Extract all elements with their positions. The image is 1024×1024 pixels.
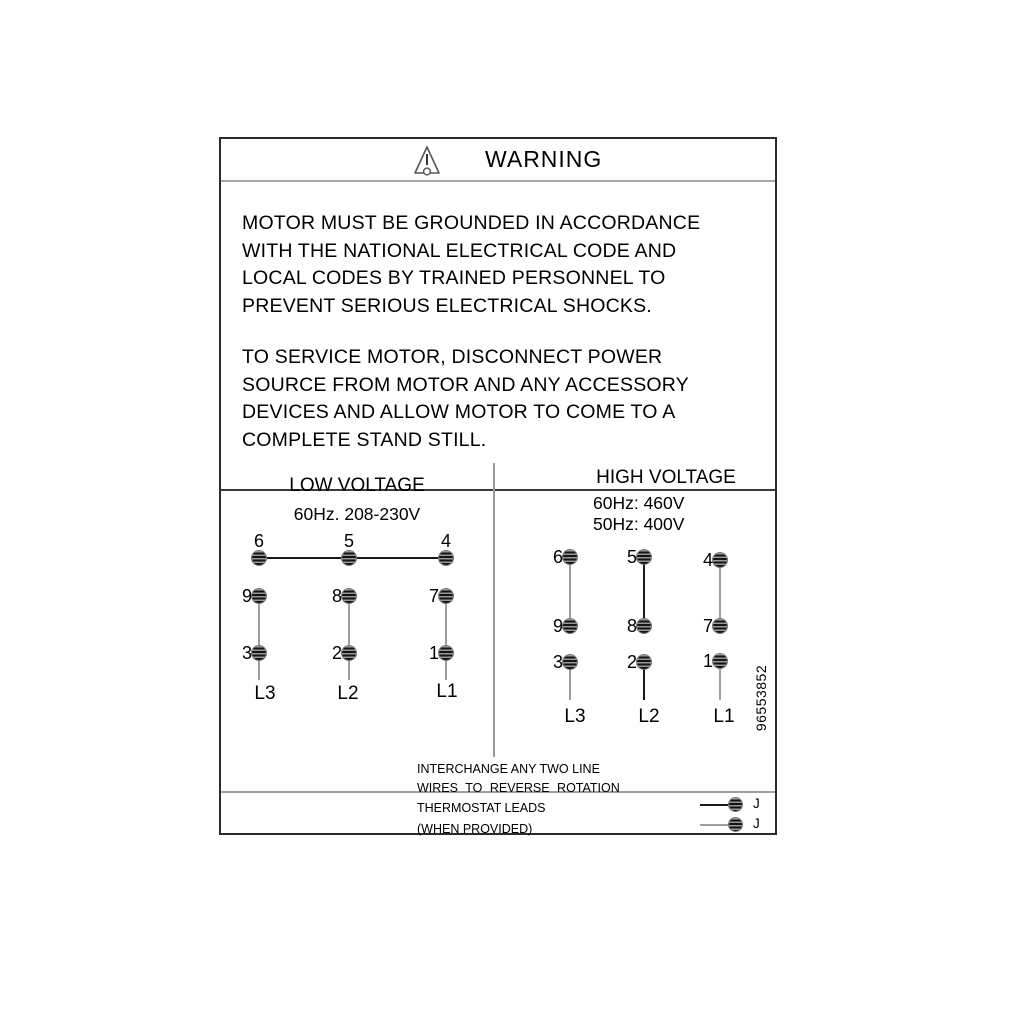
thermostat-terminal-1: [729, 798, 742, 811]
thermostat-terminal-2: [729, 818, 742, 831]
rotation-note-line-1: INTERCHANGE ANY TWO LINE: [417, 762, 600, 776]
lv-terminal-8-label: 8: [331, 586, 342, 606]
lv-terminal-2: [342, 646, 356, 660]
warning-line: COMPLETE STAND STILL.: [242, 428, 487, 451]
wiring-diagram-section: [221, 463, 775, 757]
hv-terminal-5-label: 5: [626, 547, 637, 567]
part-number: 96553852: [753, 664, 769, 732]
thermostat-lead-2-label: J: [753, 816, 760, 831]
lead-wire: [348, 596, 350, 680]
lv-line-label-L2: L2: [337, 683, 359, 704]
lv-terminal-9: [252, 589, 266, 603]
thermostat-line-2: (WHEN PROVIDED): [417, 822, 533, 836]
hv-terminal-7: [713, 619, 727, 633]
hv-terminal-4: [713, 553, 727, 567]
thermostat-section: [221, 795, 775, 836]
lv-line-label-L1: L1: [436, 681, 458, 702]
hv-terminal-6: [563, 550, 577, 564]
warning-line: MOTOR MUST BE GROUNDED IN ACCORDANCE: [242, 212, 701, 234]
hv-terminal-5: [637, 550, 651, 564]
hv-terminal-9-label: 9: [552, 616, 563, 636]
hv-terminal-3: [563, 655, 577, 669]
lv-terminal-8: [342, 589, 356, 603]
lv-terminal-3: [252, 646, 266, 660]
hv-terminal-6-label: 6: [552, 547, 563, 567]
lv-terminal-1: [439, 646, 453, 660]
hv-terminal-1-label: 1: [702, 651, 713, 671]
lv-terminal-6-label: 6: [253, 531, 264, 551]
warning-paragraph-2: [242, 344, 775, 454]
hv-line-label-L2: L2: [638, 706, 660, 727]
hv-terminal-8: [637, 619, 651, 633]
hv-terminal-2-label: 2: [626, 652, 637, 672]
lv-terminal-1-label: 1: [428, 643, 439, 663]
hv-terminal-7-label: 7: [702, 616, 713, 636]
low-voltage-subtitle: 60Hz. 208-230V: [293, 504, 421, 524]
lv-terminal-5: [342, 551, 356, 565]
hv-line-label-L1: L1: [713, 706, 735, 727]
lv-terminal-3-label: 3: [241, 643, 252, 663]
motor-warning-label: [219, 137, 777, 835]
lead-wire: [258, 596, 260, 680]
lv-terminal-9-label: 9: [241, 586, 252, 606]
rotation-note-line-2: WIRES TO REVERSE ROTATION: [417, 781, 620, 795]
hv-terminal-9: [563, 619, 577, 633]
lv-line-label-L3: L3: [254, 683, 276, 704]
high-voltage-60hz: 60Hz: 460V: [593, 493, 685, 513]
low-voltage-panel: [221, 463, 495, 757]
warning-line: PREVENT SERIOUS ELECTRICAL SHOCKS.: [242, 294, 652, 317]
hv-line-label-L3: L3: [564, 706, 586, 727]
warning-line: DEVICES AND ALLOW MOTOR TO COME TO A: [242, 401, 676, 423]
thermostat-text: [417, 798, 546, 840]
jumper-wire: [719, 557, 721, 626]
warning-line: LOCAL CODES BY TRAINED PERSONNEL TO: [242, 267, 666, 289]
warning-line: TO SERVICE MOTOR, DISCONNECT POWER: [242, 346, 663, 368]
lv-terminal-4-label: 4: [440, 531, 451, 551]
warning-line: SOURCE FROM MOTOR AND ANY ACCESSORY: [242, 373, 689, 396]
warning-paragraph-1: [242, 210, 775, 320]
thermostat-lead-1-label: J: [753, 796, 760, 811]
warning-title: WARNING: [485, 146, 603, 172]
high-voltage-panel: [495, 463, 775, 757]
jumper-wire: [643, 557, 645, 626]
jumper-wire: [569, 557, 571, 626]
hv-terminal-8-label: 8: [626, 616, 637, 636]
thermostat-lead-wire-1: [700, 804, 730, 806]
lv-terminal-6: [252, 551, 266, 565]
hv-terminal-3-label: 3: [552, 652, 563, 672]
warning-header: [221, 139, 775, 182]
low-voltage-title: LOW VOLTAGE: [289, 475, 425, 496]
lv-terminal-2-label: 2: [331, 643, 342, 663]
rotation-note-section: [221, 757, 775, 793]
hv-terminal-2: [637, 655, 651, 669]
lv-terminal-7-label: 7: [428, 586, 439, 606]
lv-terminal-5-label: 5: [343, 531, 354, 551]
thermostat-line-1: THERMOSTAT LEADS: [417, 801, 546, 815]
thermostat-lead-wire-2: [700, 824, 730, 826]
warning-line: WITH THE NATIONAL ELECTRICAL CODE AND: [242, 239, 677, 262]
warning-text-section: [221, 182, 775, 491]
lead-wire: [445, 596, 447, 680]
hv-terminal-1: [713, 654, 727, 668]
lv-terminal-7: [439, 589, 453, 603]
high-voltage-title: HIGH VOLTAGE: [596, 467, 736, 488]
high-voltage-50hz: 50Hz: 400V: [593, 514, 685, 534]
hv-terminal-4-label: 4: [702, 550, 713, 570]
lv-terminal-4: [439, 551, 453, 565]
warning-triangle-icon: [413, 144, 441, 176]
